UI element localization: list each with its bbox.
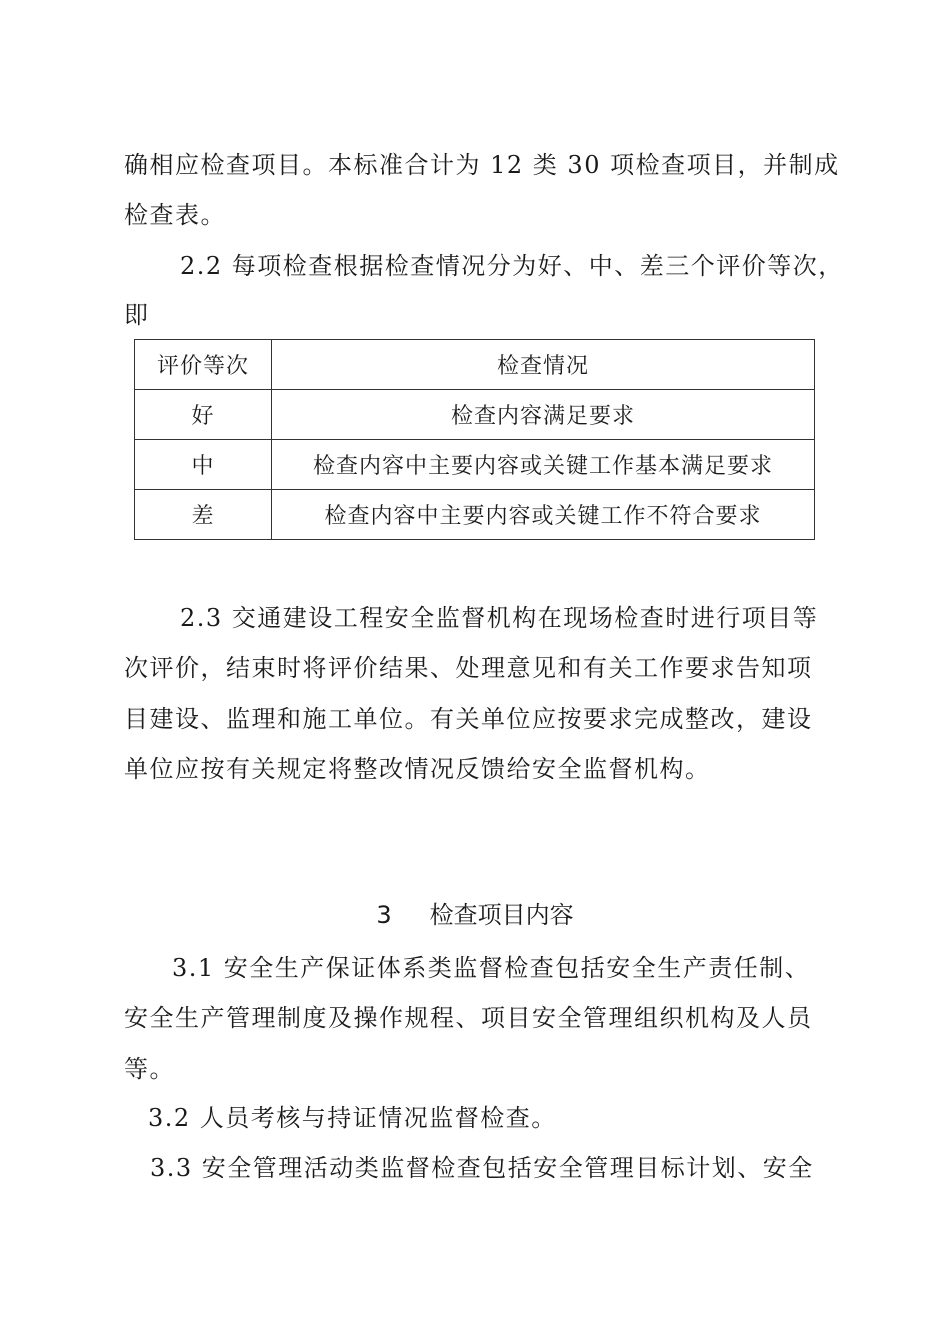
table-row (135, 490, 815, 540)
table-header-row (135, 340, 815, 390)
header-grade: 评价等次 (135, 340, 272, 390)
section-2-3-line-2: 次评价，结束时将评价结果、处理意见和有关工作要求告知项 (124, 654, 813, 682)
table-row (135, 390, 815, 440)
section-3-title: 检查项目内容 (429, 901, 574, 929)
section-2-2-line-2: 即 (124, 301, 150, 329)
grade-cell: 好 (135, 390, 272, 440)
table-row (135, 440, 815, 490)
section-3-2-line-1: 3.2 人员考核与持证情况监督检查。 (148, 1104, 557, 1132)
grade-cell: 中 (135, 440, 272, 490)
condition-cell: 检查内容满足要求 (272, 390, 815, 440)
section-3-1-line-3: 等。 (124, 1055, 175, 1083)
grade-cell: 差 (135, 490, 272, 540)
header-condition: 检查情况 (272, 340, 815, 390)
intro-line-2: 检查表。 (124, 201, 226, 229)
section-2-3-line-1: 2.3 交通建设工程安全监督机构在现场检查时进行项目等 (180, 604, 819, 632)
section-3-1-line-1: 3.1 安全生产保证体系类监督检查包括安全生产责任制、 (172, 954, 811, 982)
condition-cell: 检查内容中主要内容或关键工作不符合要求 (272, 490, 815, 540)
section-2-3-line-4: 单位应按有关规定将整改情况反馈给安全监督机构。 (124, 755, 711, 783)
intro-line-1: 确相应检查项目。本标准合计为 12 类 30 项检查项目，并制成 (124, 151, 840, 179)
section-3-number: 3 (376, 901, 392, 929)
section-2-3-line-3: 目建设、监理和施工单位。有关单位应按要求完成整改，建设 (124, 705, 813, 733)
grade-table (134, 339, 815, 540)
section-3-1-line-2: 安全生产管理制度及操作规程、项目安全管理组织机构及人员 (124, 1004, 813, 1032)
section-3-heading (0, 900, 950, 930)
section-3-3-line-1: 3.3 安全管理活动类监督检查包括安全管理目标计划、安全 (150, 1154, 814, 1182)
condition-cell: 检查内容中主要内容或关键工作基本满足要求 (272, 440, 815, 490)
section-2-2-line-1: 2.2 每项检查根据检查情况分为好、中、差三个评价等次， (180, 252, 844, 280)
